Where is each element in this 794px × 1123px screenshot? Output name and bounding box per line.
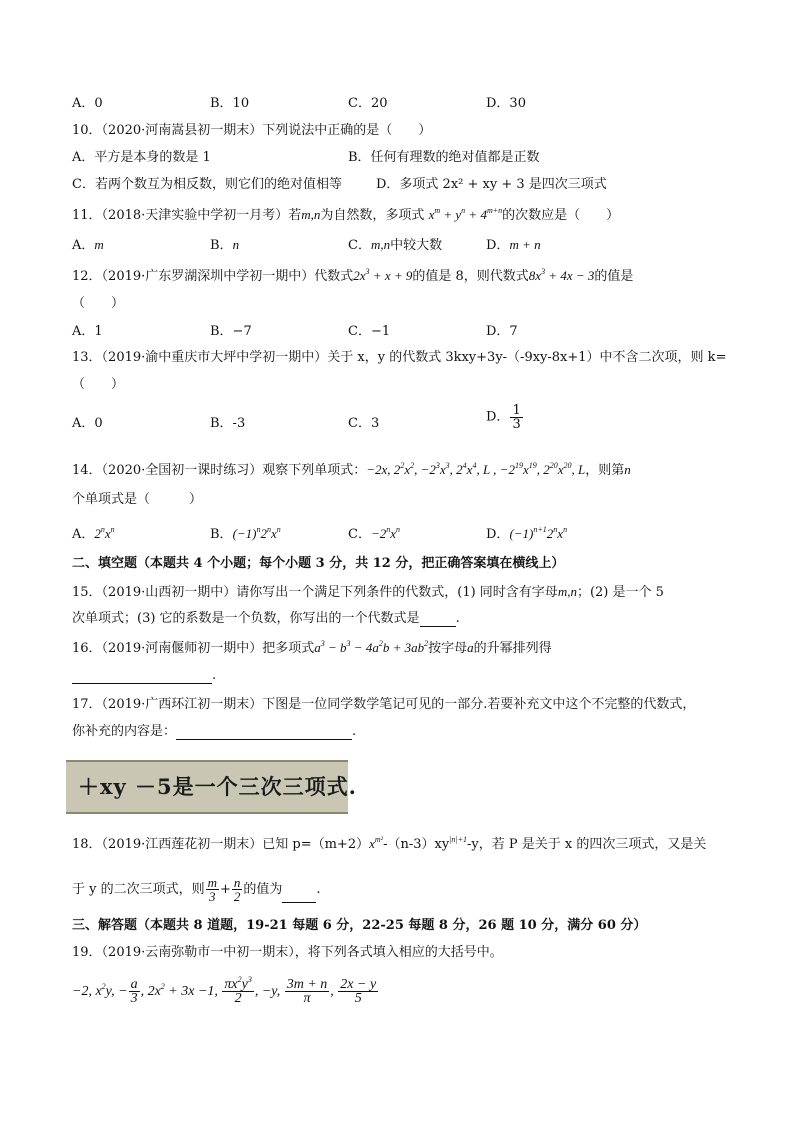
q18-answer-blank[interactable] (282, 902, 316, 903)
q13-option-d: D． $\frac{1}{3}$ (486, 403, 521, 432)
q13-stem: 13．（2019·渝中重庆市大坪中学初一期中）关于 x，y 的代数式 3kxy+3y-（-9xy-8x+1）中不含二次项，则 k= (72, 350, 727, 365)
q14-option-a: A．$2^nx^n$ (72, 525, 115, 542)
q15-line1: 15．（2019·山西初一期中）请你写出一个满足下列条件的代数式，(1) 同时含有字母m,n；(2) 是一个 5 (72, 584, 664, 600)
q10-option-c: C．若两个数互为相反数，则它们的绝对值相等 (72, 177, 342, 192)
q10-option-d: D．多项式 2x² + xy + 3 是四次三项式 (376, 177, 607, 192)
q9-option-b: B．10 (210, 96, 250, 111)
q14-line2: 个单项式是（ ） (72, 492, 203, 507)
q11-option-c: C．m,n中较大数 (348, 237, 443, 253)
q15-line2: 次单项式；(3) 它的系数是一个负数，你写出的一个代数式是 . (72, 611, 460, 626)
q9-option-c: C．20 (348, 96, 388, 111)
q17-line2: 你补充的内容是： . (72, 724, 357, 739)
q17-answer-blank[interactable] (176, 739, 352, 740)
q10-option-b: B．任何有理数的绝对值都是正数 (348, 150, 540, 165)
q13-option-a: A．0 (72, 416, 103, 431)
q16-stem: 16．（2019·河南偃师初一期中）把多项式$a^3 - b^3 - 4a^2b + 3ab^2$按字母a的升幂排列得 (72, 639, 552, 656)
q14-option-d: D．$(-1)^{n+1}2^nx^n$ (486, 525, 568, 542)
q17-line1: 17．（2019·广西环江初一期末）下图是一位同学数学笔记可见的一部分.若要补充文中这个不完整的代数式， (72, 697, 696, 712)
section-2-heading: 二、填空题（本题共 4 个小题；每个小题 3 分，共 12 分，把正确答案填在横线上） (72, 556, 565, 571)
q16-answer-line: . (72, 668, 216, 684)
q14-sequence: −2x, $2^2x^2$, $-2^3x^3$, $2^4x^4$, L , $-2^{19}x^{19}$, $2^{20}x^{20}$, L (366, 461, 586, 477)
q12-option-c: C．−1 (348, 324, 391, 339)
q18-line1: 18．（2019·江西莲花初一期末）已知 $p=(m+2)x^{m^2}-(n-3)xy^{|n|+1}-y$，若 P 是关于 x 的四次三项式，又是关 (72, 835, 707, 852)
q12-option-a: A．1 (72, 324, 103, 339)
q9-option-d: D．30 (486, 96, 526, 111)
q11-option-b: B．n (210, 237, 240, 253)
section-3-heading: 三、解答题（本题共 8 道题，19-21 每题 6 分，22-25 每题 8 分，26 题 10 分，满分 60 分） (72, 918, 647, 933)
q10-stem: 10．（2020·河南嵩县初一期末）下列说法中正确的是（ ） (72, 123, 432, 138)
q16-answer-blank[interactable] (72, 683, 212, 684)
q11-stem: 11．（2018·天津实验中学初一月考）若m,n为自然数，多项式 $x^m + y^n + 4^{m+n}$的次数应是（ ） (72, 206, 620, 223)
notebook-text: ＋xy －5是一个三次三项式. (78, 774, 357, 799)
q13-option-b: B．-3 (210, 416, 246, 431)
q14-option-c: C．$-2^nx^n$ (348, 525, 401, 542)
q18-line2: 于 y 的二次三项式，则 $\frac{m}{3}$ + $\frac{n}{2}$ 的值为 . (72, 875, 321, 904)
q19-expressions: −2, $x^2y$, − $\frac{a}{3}$ , $2x^2 + 3x -1$, $\frac{\pi x^2y^3}{2}$ , −y, $\frac{3m + n}{\pi}$ , $\frac{2x - y}{5}$ (72, 975, 377, 1007)
q11-polynomial: $x^m + y^n + 4^{m+n}$ (428, 206, 503, 222)
q15-answer-blank[interactable] (420, 626, 456, 627)
q11-option-a: A．m (72, 237, 104, 253)
q13-paren: （ ） (72, 377, 125, 392)
q9-option-a: A．0 (72, 96, 103, 111)
q19-stem: 19．（2019·云南弥勒市一中初一期末），将下列各式填入相应的大括号中。 (72, 945, 503, 960)
q14-stem: 14．（2020·全国初一课时练习）观察下列单项式：−2x, $2^2x^2$, $-2^3x^3$, $2^4x^4$, L , $-2^{19}x^{19}$, $2^{20}x^{20}$, L，则第n (72, 461, 631, 478)
notebook-image (66, 760, 357, 814)
q12-stem: 12．（2019·广东罗湖深圳中学初一期中）代数式$2x^3 + x + 9$的值是 8，则代数式$8x^3 + 4x - 3$的值是 (72, 267, 634, 284)
q14-option-b: B．$(-1)^n2^nx^n$ (210, 525, 281, 542)
q12-option-d: D．7 (486, 324, 518, 339)
q12-paren: （ ） (72, 296, 125, 311)
q13-option-c: C．3 (348, 416, 380, 431)
q10-option-a: A．平方是本身的数是 1 (72, 150, 211, 165)
q12-option-b: B．−7 (210, 324, 252, 339)
q11-option-d: D．m + n (486, 237, 541, 253)
